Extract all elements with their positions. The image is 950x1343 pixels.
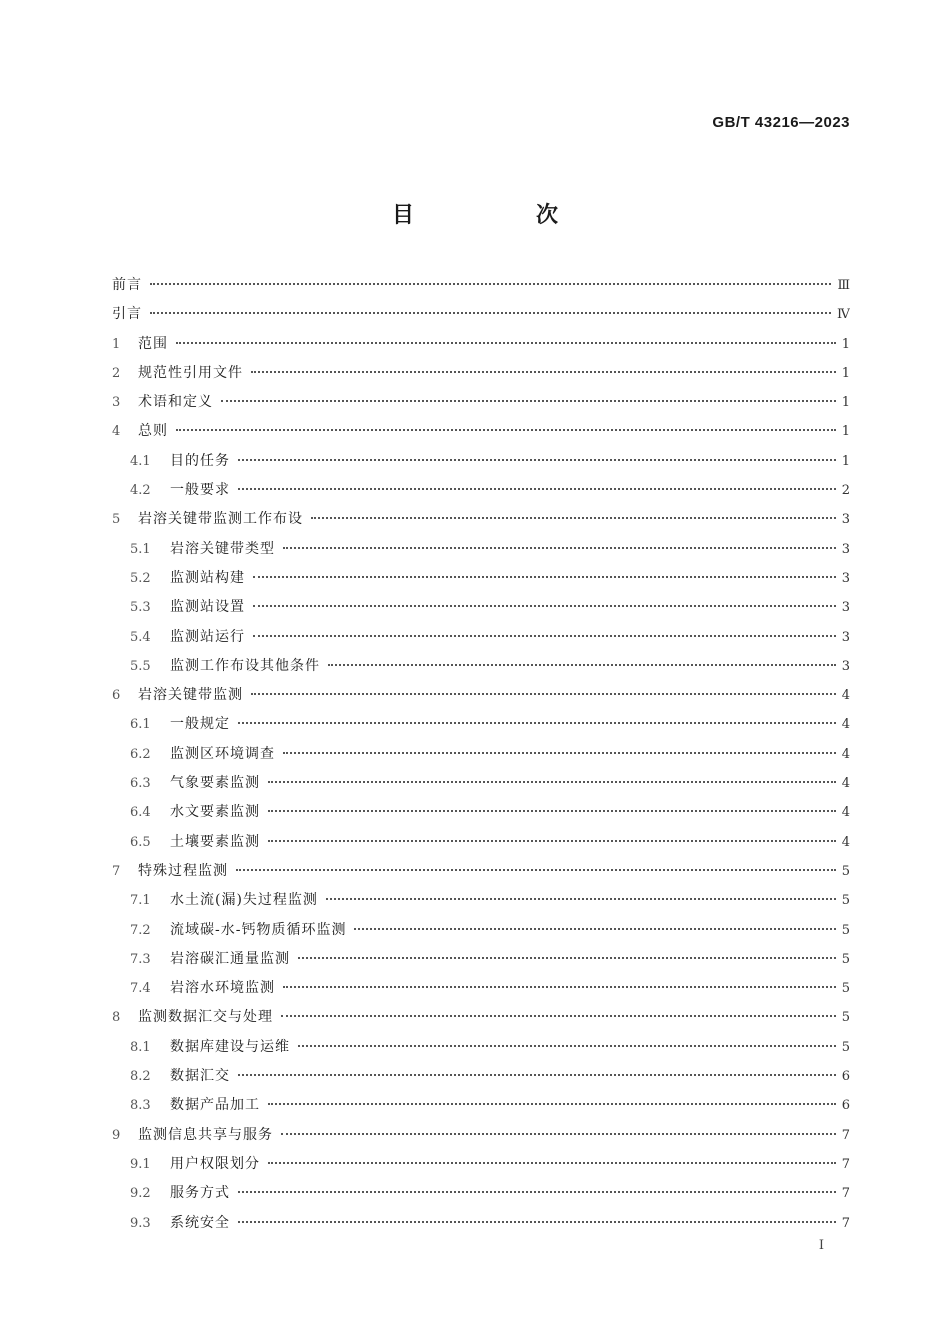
toc-entry-number: 5.4 [130, 629, 151, 645]
toc-leader-dots [354, 928, 835, 930]
page-number: Ⅰ [818, 1238, 824, 1253]
toc-entry[interactable] [112, 1091, 850, 1120]
toc-entry-label: 监测工作布设其他条件 [170, 657, 320, 674]
toc-entry-number: 7.3 [130, 951, 151, 967]
page-title: 目 次 [391, 203, 608, 228]
toc-entry[interactable] [112, 1003, 850, 1032]
toc-entry-page: 5 [841, 1010, 850, 1026]
toc-entry-number: 7.2 [130, 922, 151, 938]
toc-entry[interactable] [112, 681, 850, 710]
toc-entry-label: 岩溶碳汇通量监测 [170, 950, 290, 967]
toc-leader-dots [281, 1015, 836, 1017]
toc-entry[interactable] [112, 798, 850, 827]
toc-entry-label: 服务方式 [170, 1185, 230, 1202]
toc-entry-page: 4 [841, 834, 850, 850]
toc-entry[interactable] [112, 740, 850, 769]
toc-entry[interactable] [112, 476, 850, 505]
toc-entry-page: 4 [841, 776, 850, 792]
toc-entry-label: 水文要素监测 [170, 804, 260, 821]
table-of-contents [112, 271, 850, 1238]
toc-entry-page: 2 [841, 483, 850, 499]
toc-entry-label: 岩溶水环境监测 [170, 980, 275, 997]
toc-entry-page: 6 [841, 1069, 850, 1085]
toc-entry-number: 2 [112, 365, 121, 381]
toc-entry-label: 水土流(漏)失过程监测 [170, 892, 318, 909]
toc-leader-dots [268, 840, 836, 842]
toc-leader-dots [251, 371, 836, 373]
toc-leader-dots [298, 957, 836, 959]
toc-entry-page: 3 [841, 512, 850, 528]
toc-leader-dots [328, 664, 836, 666]
toc-entry-number: 5.3 [130, 600, 151, 616]
toc-entry-page: 1 [841, 336, 850, 352]
toc-leader-dots [251, 693, 836, 695]
toc-entry-number: 8.1 [130, 1039, 151, 1055]
toc-entry[interactable] [112, 1209, 850, 1238]
toc-entry-number: 9 [112, 1127, 121, 1143]
toc-leader-dots [176, 429, 836, 431]
toc-leader-dots [283, 752, 836, 754]
toc-entry-number: 9.3 [130, 1215, 151, 1231]
toc-entry[interactable] [112, 769, 850, 798]
toc-entry-label: 系统安全 [170, 1214, 230, 1231]
toc-entry-label: 气象要素监测 [170, 775, 260, 792]
toc-entry[interactable] [112, 330, 850, 359]
toc-leader-dots [176, 342, 836, 344]
toc-entry[interactable] [112, 417, 850, 446]
toc-entry-page: 6 [841, 1098, 850, 1114]
toc-entry[interactable] [112, 271, 850, 300]
toc-entry-page: 7 [841, 1215, 850, 1231]
toc-entry-page: 4 [841, 688, 850, 704]
toc-entry-page: 1 [841, 424, 850, 440]
toc-leader-dots [283, 986, 836, 988]
toc-entry[interactable] [112, 564, 850, 593]
toc-entry-label: 数据产品加工 [170, 1097, 260, 1114]
toc-entry-page: 5 [841, 893, 850, 909]
toc-entry-label: 岩溶关键带监测 [138, 687, 243, 704]
toc-entry-page: 3 [841, 570, 850, 586]
toc-leader-dots [268, 810, 836, 812]
toc-entry-page: 5 [841, 922, 850, 938]
toc-leader-dots [326, 898, 836, 900]
toc-entry-page: 4 [841, 717, 850, 733]
toc-leader-dots [283, 547, 836, 549]
toc-leader-dots [268, 781, 836, 783]
toc-entry-label: 一般规定 [170, 716, 230, 733]
toc-entry[interactable] [112, 974, 850, 1003]
toc-entry-label: 数据库建设与运维 [170, 1038, 290, 1055]
toc-entry-number: 4.1 [130, 453, 151, 469]
toc-entry-number: 8.3 [130, 1098, 151, 1114]
toc-entry-label: 数据汇交 [170, 1068, 230, 1085]
toc-entry-number: 6.5 [130, 834, 151, 850]
toc-entry-label: 监测站运行 [170, 628, 245, 645]
toc-leader-dots [253, 605, 836, 607]
toc-entry-page: 7 [841, 1127, 850, 1143]
toc-entry[interactable] [112, 300, 850, 329]
toc-entry-label: 监测信息共享与服务 [138, 1126, 273, 1143]
toc-entry-number: 6.1 [130, 717, 151, 733]
toc-entry[interactable] [112, 1150, 850, 1179]
toc-entry-label: 特殊过程监测 [138, 862, 228, 879]
toc-leader-dots [238, 1221, 836, 1223]
toc-entry[interactable] [112, 1033, 850, 1062]
toc-entry-label: 目的任务 [170, 452, 230, 469]
toc-leader-dots [238, 722, 836, 724]
toc-entry[interactable] [112, 1121, 850, 1150]
toc-leader-dots [298, 1045, 836, 1047]
toc-entry-label: 监测站设置 [170, 599, 245, 616]
toc-entry-page: 3 [841, 629, 850, 645]
toc-entry[interactable] [112, 388, 850, 417]
toc-entry-label: 引言 [112, 306, 142, 323]
toc-entry-label: 一般要求 [170, 482, 230, 499]
toc-leader-dots [150, 312, 831, 314]
toc-leader-dots [253, 576, 836, 578]
toc-leader-dots [238, 1074, 836, 1076]
toc-entry[interactable] [112, 505, 850, 534]
toc-entry-number: 4.2 [130, 483, 151, 499]
toc-entry-page: 7 [841, 1156, 850, 1172]
toc-entry-number: 9.2 [130, 1186, 151, 1202]
toc-entry[interactable] [112, 593, 850, 622]
toc-entry[interactable] [112, 828, 850, 857]
toc-entry-page: 3 [841, 600, 850, 616]
toc-entry[interactable] [112, 916, 850, 945]
toc-leader-dots [268, 1162, 836, 1164]
toc-entry[interactable] [112, 652, 850, 681]
toc-leader-dots [311, 517, 836, 519]
toc-entry-number: 8.2 [130, 1069, 151, 1085]
toc-entry-number: 5 [112, 512, 121, 528]
standard-code: GB/T 43216—2023 [712, 114, 850, 131]
toc-leader-dots [281, 1133, 836, 1135]
toc-entry-number: 6.3 [130, 776, 151, 792]
toc-entry-page: 5 [841, 951, 850, 967]
toc-entry-page: 1 [841, 365, 850, 381]
toc-entry-label: 范围 [138, 335, 168, 352]
toc-entry-page: Ⅳ [837, 307, 850, 323]
toc-entry-page: 3 [841, 658, 850, 674]
toc-entry-label: 土壤要素监测 [170, 833, 260, 850]
toc-entry[interactable] [112, 886, 850, 915]
toc-entry-number: 6 [112, 688, 121, 704]
toc-leader-dots [268, 1103, 836, 1105]
toc-leader-dots [253, 635, 836, 637]
toc-leader-dots [238, 459, 836, 461]
toc-entry-number: 5.5 [130, 658, 151, 674]
toc-entry-page: 5 [841, 863, 850, 879]
toc-entry-label: 监测站构建 [170, 569, 245, 586]
toc-entry-page: 7 [841, 1186, 850, 1202]
toc-entry-page: 4 [841, 805, 850, 821]
toc-entry-page: 3 [841, 541, 850, 557]
toc-entry[interactable] [112, 359, 850, 388]
toc-entry-number: 7.1 [130, 893, 151, 909]
toc-entry-label: 岩溶关键带类型 [170, 540, 275, 557]
toc-entry-number: 3 [112, 395, 121, 411]
toc-entry-number: 9.1 [130, 1156, 151, 1172]
toc-leader-dots [238, 1191, 836, 1193]
toc-entry-label: 总则 [138, 423, 168, 440]
toc-entry-label: 规范性引用文件 [138, 364, 243, 381]
toc-entry[interactable] [112, 1179, 850, 1208]
toc-entry-page: 5 [841, 981, 850, 997]
toc-entry-number: 5.1 [130, 541, 151, 557]
toc-entry-label: 流域碳-水-钙物质循环监测 [170, 921, 347, 938]
toc-leader-dots [221, 400, 836, 402]
toc-entry-number: 7.4 [130, 981, 151, 997]
toc-entry-page: Ⅲ [837, 278, 850, 293]
toc-entry[interactable] [112, 623, 850, 652]
toc-leader-dots [238, 488, 836, 490]
toc-entry-page: 1 [841, 453, 850, 469]
toc-entry[interactable] [112, 1062, 850, 1091]
toc-entry-label: 用户权限划分 [170, 1155, 260, 1172]
toc-entry[interactable] [112, 447, 850, 476]
toc-entry-page: 4 [841, 746, 850, 762]
toc-entry[interactable] [112, 857, 850, 886]
toc-entry-number: 4 [112, 424, 121, 440]
toc-entry-label: 术语和定义 [138, 394, 213, 411]
toc-entry-page: 5 [841, 1039, 850, 1055]
toc-leader-dots [150, 283, 831, 285]
toc-entry-label: 监测数据汇交与处理 [138, 1009, 273, 1026]
toc-entry-number: 6.4 [130, 805, 151, 821]
toc-entry-page: 1 [841, 395, 850, 411]
toc-entry[interactable] [112, 710, 850, 739]
toc-entry[interactable] [112, 945, 850, 974]
toc-entry-label: 前言 [112, 277, 142, 293]
toc-entry-number: 5.2 [130, 570, 151, 586]
toc-entry-label: 监测区环境调查 [170, 745, 275, 762]
toc-entry-number: 7 [112, 863, 121, 879]
toc-entry-number: 8 [112, 1010, 121, 1026]
toc-entry-number: 6.2 [130, 746, 151, 762]
toc-entry[interactable] [112, 535, 850, 564]
toc-leader-dots [236, 869, 836, 871]
toc-entry-number: 1 [112, 336, 121, 352]
toc-entry-label: 岩溶关键带监测工作布设 [138, 511, 303, 528]
